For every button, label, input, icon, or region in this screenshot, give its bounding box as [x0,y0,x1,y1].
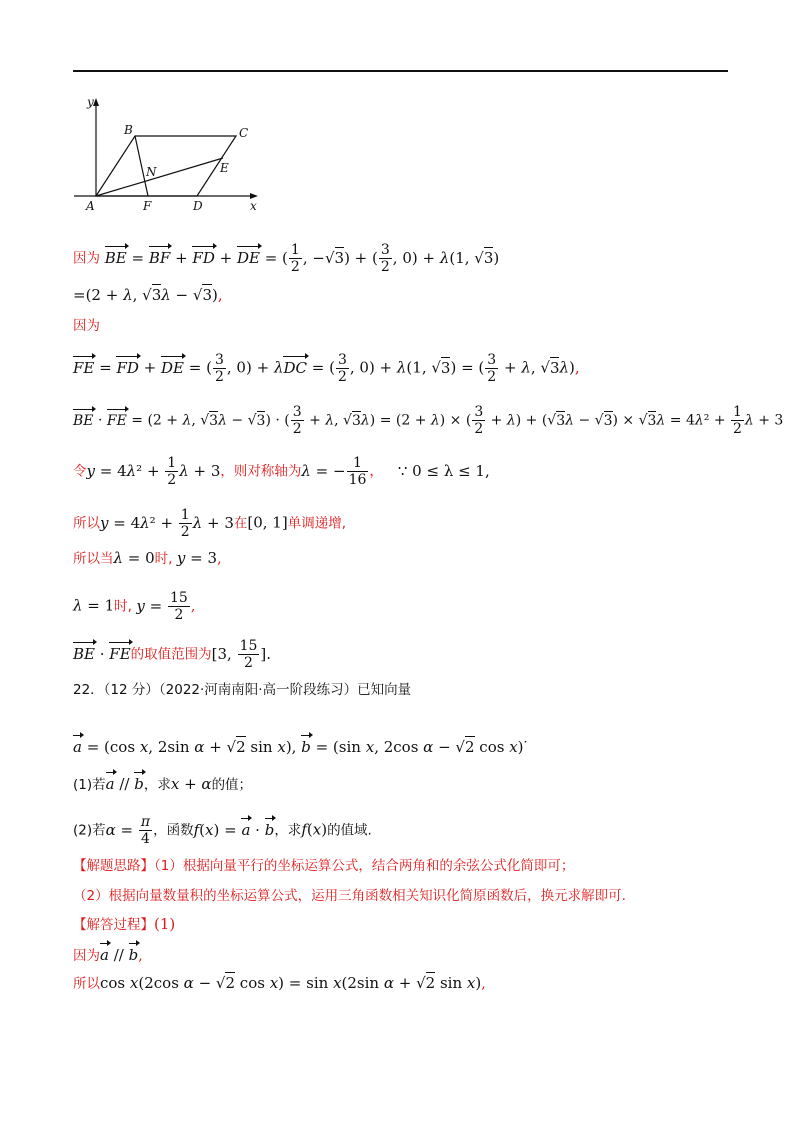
text-so: 所以 [73,515,100,532]
process-line-1: 因为a // b, [73,943,143,966]
solution-line-5: BE · FE = (2 + λ, √3λ − √3) · ( $\frac{3}{2}$ + λ, √3λ) = (2 + λ) × ( $\frac{3}{2}$ + λ) + (√3λ − √3) × √3λ = 4λ² + $\frac{1}{2}$ λ + 3 [73,404,784,437]
text-when: 时, [154,551,173,567]
text-since-range: ∵ 0 ≤ λ ≤ 1, [397,461,490,480]
label-x: x [250,199,257,213]
solution-approach-1: 【解题思路】（1）根据向量平行的坐标运算公式，结合两角和的余弦公式化简即可； [73,858,575,874]
text-monotonic: 单调递增, [287,515,346,532]
segment-ae [96,158,223,196]
text-on: 在 [233,515,248,532]
question-22-title: 22．（12 分）（2022·河南南阳·高一阶段练习）已知向量 [73,682,412,698]
text-part2-range: 的值域. [327,822,372,839]
text-part1-if: (1)若 [73,777,106,793]
text-part2-function: ，函数 [153,822,194,839]
text-when-2: 时, [114,598,132,615]
text-so-2: 所以 [73,976,100,992]
text-so-when: 所以当 [73,551,114,567]
text-because-2: 因为 [73,948,100,964]
label-c: C [239,126,249,140]
label-a: A [86,199,95,213]
solution-line-6: 令y = 4λ² + $\frac{1}{2}$ λ + 3，则对称轴为λ = − $\frac{1}{16}$ ， ∵ 0 ≤ λ ≤ 1, [73,455,490,488]
text-process-label: 【解答过程】 [73,917,154,933]
top-rule [73,70,728,72]
text-part2-find: ，求 [274,822,302,839]
text-let: 令 [73,463,87,480]
geometry-figure [60,90,270,220]
process-line-2: 所以cos x(2cos α − √2 cos x) = sin x(2sin α + √2 sin x), [73,974,486,992]
text-part2-if: (2)若 [73,822,106,839]
text-process-part: (1) [154,915,176,933]
label-f: F [143,199,152,213]
text-part1-value: 的值； [211,777,253,793]
solution-line-3: 因为 [73,318,100,334]
label-n: N [146,165,157,179]
text-part1-find: ，求 [143,777,171,793]
solution-line-8: 所以当λ = 0时, y = 3, [73,549,222,567]
solution-line-10: BE · FE的取值范围为[3, $\frac{15}{2}$ ]. [73,638,272,671]
label-y: y [87,95,94,109]
text-range-is: 的取值范围为 [130,646,212,663]
parallelogram-abcd [96,136,236,196]
solution-line-9: λ = 1时, y = $\frac{15}{2}$ , [73,590,196,623]
question-22-part-2: (2)若α = $\frac{\pi}{4}$ ，函数f(x) = a · b，求f(x)的值域. [73,814,372,847]
solution-line-1: 因为 BE = BF + FD + DE = ( $\frac{1}{2}$ , −√3) + ( $\frac{3}{2}$ , 0) + λ(1, √3) [73,242,500,275]
solution-line-2: =(2 + λ, √3λ − √3), [73,286,223,304]
label-b: B [124,123,133,137]
solution-line-4: FE = FD + DE = ( $\frac{3}{2}$ , 0) + λDC = ( $\frac{3}{2}$ , 0) + λ(1, √3) = ( $\frac{3}{2}$ + λ, √3λ), [73,352,580,385]
y-axis-arrow [93,98,99,106]
solution-process-heading [73,914,175,935]
text-axis-of-symmetry: ，则对称轴为 [220,463,302,480]
label-d: D [193,199,203,213]
text-because: 因为 [73,250,100,267]
question-22-part-1: (1)若a // b，求x + α的值； [73,772,252,795]
label-e: E [220,161,229,175]
solution-line-7: 所以y = 4λ² + $\frac{1}{2}$ λ + 3在[0, 1]单调递增, [73,507,346,540]
question-22-vectors: a = (cos x, 2sin α + √2 sin x), b = (sin x, 2cos α − √2 cos x)· [73,734,528,756]
solution-approach-2: （2）根据向量数量积的坐标运算公式，运用三角函数相关知识化简原函数后，换元求解即可. [73,888,626,904]
